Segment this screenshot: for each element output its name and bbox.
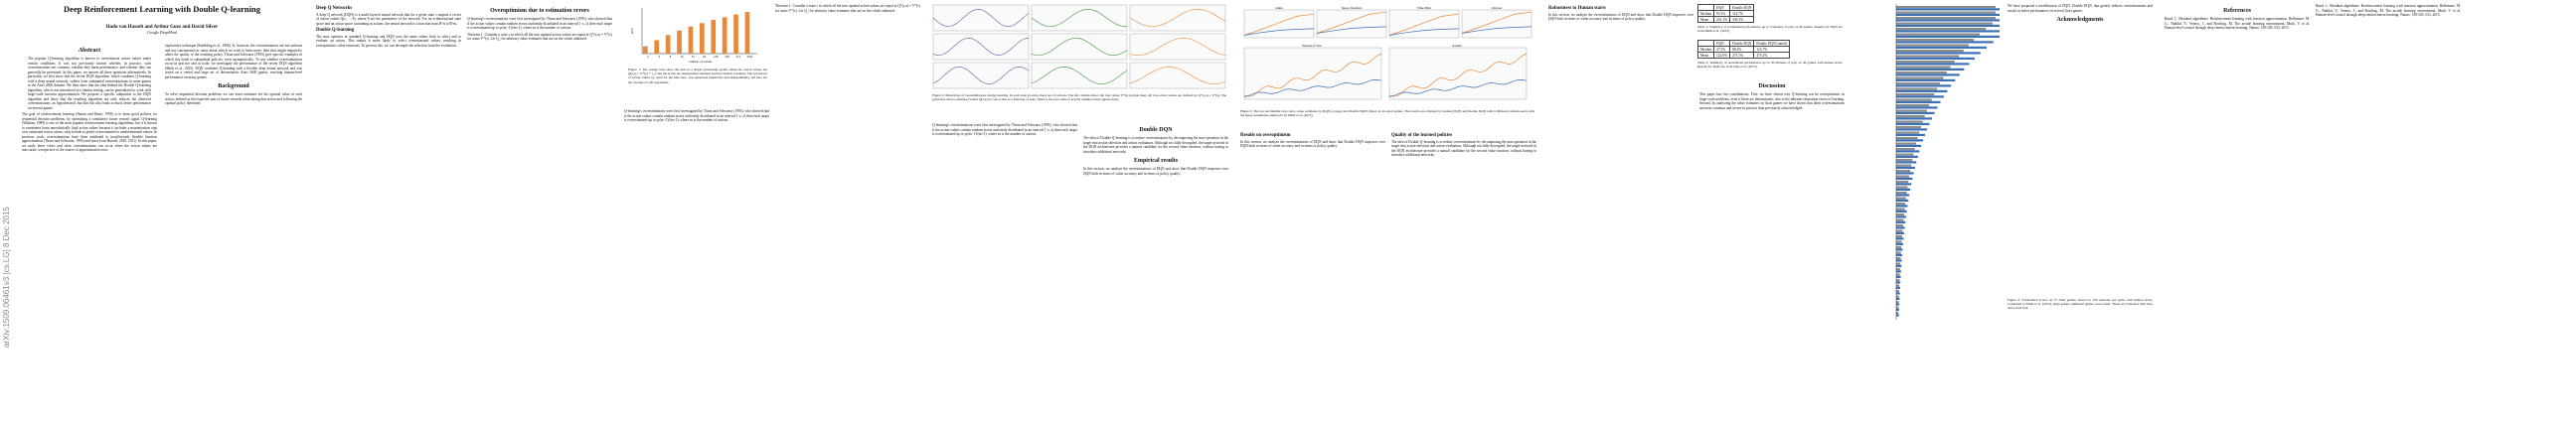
fig4-bar-dqn bbox=[1896, 148, 1915, 150]
fig4-bar-double-dqn bbox=[1896, 248, 1902, 250]
fig4-bar-dqn bbox=[1896, 285, 1899, 287]
table-row bbox=[1698, 17, 1754, 23]
bar-overestimate bbox=[689, 27, 694, 54]
fig3-panel-title: Wizard of Wor bbox=[1301, 44, 1323, 48]
fig4-bar-double-dqn bbox=[1896, 265, 1901, 267]
fig4-bar-dqn bbox=[1896, 17, 1996, 19]
bar-overestimate bbox=[677, 31, 682, 54]
dql-heading: Double Q-learning bbox=[316, 28, 355, 33]
fig4-bar-dqn bbox=[1896, 104, 1929, 106]
fig3-panel-title: Zaxxon bbox=[1491, 6, 1503, 10]
table-1-block bbox=[1697, 4, 1843, 33]
table-cell: 114.7% bbox=[1730, 11, 1754, 17]
fig4-bar-double-dqn bbox=[1896, 243, 1903, 245]
ack-heading: Acknowledgments bbox=[2056, 17, 2104, 23]
page-2-col-right bbox=[467, 4, 612, 44]
fig4-bar-double-dqn bbox=[1896, 41, 1994, 43]
discussion-heading: Discussion bbox=[1758, 83, 1786, 89]
table-cell: 93.5% bbox=[1713, 11, 1729, 17]
quality-heading: Quality of the learned policies bbox=[1391, 133, 1453, 138]
table-header-cell: DQN bbox=[1713, 5, 1729, 11]
arxiv-stamp: arXiv:1509.06461v3 [cs.LG] 8 Dec 2015 bbox=[2, 207, 11, 348]
fig2-panel bbox=[1032, 5, 1127, 31]
fig4-bar-dqn bbox=[1896, 296, 1899, 298]
bar-overestimate bbox=[666, 35, 671, 54]
table-2-block bbox=[1697, 40, 1843, 69]
page-3 bbox=[624, 0, 922, 429]
discussion-text: This paper has five contributions. First, we have shown why Q-learning can be overoptimistic in large-scale problems, even if these are deterministic, due to the inherent estimation errors of learning. Second, by analyzing the value estimates on Atari games we have shown that these overestimations are more common and severe in practice than previously acknowledged. bbox=[1699, 92, 1845, 110]
table-cell: 475.2% bbox=[1754, 53, 1790, 59]
fig2-panel bbox=[1130, 63, 1225, 88]
fig4-bar-dqn bbox=[1896, 252, 1901, 254]
table-cell: 122.0% bbox=[1713, 53, 1729, 59]
table-cell: 88.4% bbox=[1730, 47, 1754, 53]
fig2-panel bbox=[933, 5, 1029, 31]
page-1-col-right bbox=[165, 44, 302, 108]
x-axis-label: number of actions bbox=[689, 60, 713, 64]
fig4-bar-dqn bbox=[1896, 263, 1900, 265]
table-cell: 241.1% bbox=[1713, 17, 1729, 23]
fig4-bar-dqn bbox=[1896, 274, 1900, 276]
page-1 bbox=[18, 0, 306, 429]
figure-1-caption: Figure 1: The orange bars show the bias in a single Q-learning update when the action values are Q(s,a) = V*(s) + ε_a and the errors are independent standard normal random variables. The second set of action values Q', used for the blue bars, was generated identically and independently. All bars are the average of 100 repetitions. bbox=[628, 68, 767, 84]
bar-overestimate bbox=[654, 40, 659, 54]
fig4-bar-dqn bbox=[1896, 230, 1902, 232]
figure-4 bbox=[1856, 2, 2002, 330]
dqn-text: A deep Q network (DQN) is a multi-layered neural network that for a given state s outputs a vector of action values Q(s, · ; θ), where θ are the parameters of the network. For an n-dimensional state space and an action space containing m actions, the neural network is a function from R^n to R^m. bbox=[316, 12, 461, 26]
bar-overestimate bbox=[745, 12, 750, 54]
fig4-bar-dqn bbox=[1896, 61, 1955, 63]
fig4-bar-dqn bbox=[1896, 77, 1943, 79]
page-3-col-left bbox=[624, 109, 769, 125]
intro-text: The goal of reinforcement learning (Sutton and Barto, 1998) is to learn good policies for sequential decision problems, by optimizing a cumulative future reward signal. Q-learning (Watkins, 1989) is one of the most popular reinforcement learning algorithms, but it is known to sometimes learn unrealistically high action values because it includes a maximization step over estimated action values, which tends to prefer overestimated to underestimated values. In previous work, overestimations have been attributed to insufficiently flexible function approximation (Thrun and Schwartz, 1993) and noise (van Hasselt, 2010, 2011). In this paper, we unify these views and show overestimations can occur when the action values are inaccurate, irrespective of the source of approximation error. bbox=[22, 112, 157, 152]
abstract-text: The popular Q-learning algorithm is known to overestimate action values under certain conditions. It was not previously known whether, in practice, such overestimations are common, whether they harm performance, and whether they can generally be prevented. In this paper, we answer all these questions affirmatively. In particular, we first show that the recent DQN algorithm, which combines Q-learning with a deep neural network, suffers from substantial overestimations in some games in the Atari 2600 domain. We then show that the idea behind the Double Q-learning algorithm, which was introduced in a tabular setting, can be generalized to work with large-scale function approximation. We propose a specific adaptation to the DQN algorithm and show that the resulting algorithm not only reduces the observed overestimations, as hypothesized, but that this also leads to much better performance on several games. bbox=[28, 57, 151, 110]
fig4-bar-double-dqn bbox=[1896, 194, 1909, 196]
fig4-bar-double-dqn bbox=[1896, 178, 1912, 180]
fig4-bar-dqn bbox=[1896, 307, 1898, 309]
fig4-bar-double-dqn bbox=[1896, 215, 1906, 217]
background-heading: Background bbox=[218, 83, 249, 89]
page-4-col-left bbox=[932, 123, 1077, 139]
fig4-bar-dqn bbox=[1896, 6, 1996, 8]
fig4-bar-dqn bbox=[1896, 110, 1927, 112]
fig4-bar-double-dqn bbox=[1896, 128, 1927, 130]
fig4-bar-dqn bbox=[1896, 39, 1974, 41]
fig4-bar-double-dqn bbox=[1896, 309, 1899, 311]
fig4-bar-dqn bbox=[1896, 224, 1903, 226]
fig4-bar-double-dqn bbox=[1896, 145, 1921, 147]
fig4-bar-double-dqn bbox=[1896, 101, 1941, 103]
table-header-cell: Double DQN bbox=[1730, 5, 1754, 11]
fig4-bar-double-dqn bbox=[1896, 298, 1899, 300]
fig4-bar-double-dqn bbox=[1896, 58, 1975, 60]
background-text: To solve sequential decision problems we can learn estimates for the optimal value of each action, defined as the expected sum of future rewards when taking that action and following the optimal policy thereafter. bbox=[165, 92, 302, 105]
page-4 bbox=[932, 0, 1230, 429]
fig4-bar-double-dqn bbox=[1896, 270, 1901, 272]
fig4-bar-double-dqn bbox=[1896, 8, 2000, 10]
table-1 bbox=[1697, 4, 1754, 23]
fig4-bar-double-dqn bbox=[1896, 106, 1937, 108]
fig4-bar-double-dqn bbox=[1896, 14, 2000, 16]
fig4-bar-dqn bbox=[1896, 209, 1905, 211]
table-cell: 116.7% bbox=[1754, 47, 1790, 53]
fig3-panel bbox=[1244, 48, 1381, 99]
figure-1-chart bbox=[630, 4, 759, 64]
figure-3-chart bbox=[1240, 4, 1534, 107]
x-tick-label: 512 bbox=[735, 55, 741, 59]
fig4-bar-double-dqn bbox=[1896, 79, 1955, 81]
table-2-caption: Table 2: Summary of normalized performance up to 30 minutes of play on 49 games with human starts. Results for DQN are from Nair et al. (2015). bbox=[1697, 61, 1843, 70]
bar-overestimate bbox=[643, 47, 648, 54]
fig4-bar-double-dqn bbox=[1896, 232, 1904, 234]
fig4-bar-double-dqn bbox=[1896, 25, 2000, 27]
fig4-bar-dqn bbox=[1896, 198, 1906, 200]
bar-overestimate bbox=[711, 20, 716, 54]
fig4-bar-double-dqn bbox=[1896, 90, 1947, 92]
fig3-panel-title: Asterix bbox=[1452, 44, 1462, 48]
fig3-panel bbox=[1389, 48, 1527, 99]
fig4-bar-dqn bbox=[1896, 34, 1980, 36]
fig4-bar-double-dqn bbox=[1896, 134, 1925, 136]
fig4-bar-dqn bbox=[1896, 50, 1964, 52]
page-6 bbox=[1548, 0, 1847, 429]
fig4-bar-double-dqn bbox=[1896, 47, 1987, 49]
over-text: Q-learning's overestimations were first investigated by Thrun and Schwartz (1993), who showed that if the action values contain random errors uniformly distributed in an interval [−ε, ε] then each target is overestimated up to γε(m−1)/(m+1), where m is the number of actions. bbox=[467, 17, 612, 30]
fig3-panel bbox=[1317, 10, 1386, 38]
fig4-bar-dqn bbox=[1896, 241, 1902, 243]
fig4-bar-dqn bbox=[1896, 115, 1925, 117]
page-6-col-right bbox=[1699, 79, 1845, 112]
x-tick-label: 2 bbox=[646, 55, 649, 59]
fig4-bar-double-dqn bbox=[1896, 172, 1914, 174]
page-3-col-right bbox=[775, 4, 920, 15]
fig4-bar-dqn bbox=[1896, 170, 1910, 172]
affiliation: Google DeepMind bbox=[147, 30, 177, 35]
fig4-bar-dqn bbox=[1896, 56, 1959, 58]
double-dqn-text: The idea of Double Q-learning is to reduce overestimations by decomposing the max operation in the target into action selection and action evaluation. Although not fully decoupled, the target network in the DQN architecture provides a natural candidate for the second value function, without having to introduce additional networks. bbox=[1083, 136, 1228, 154]
results-heading: Results on overoptimism bbox=[1240, 133, 1291, 138]
fig4-bar-dqn bbox=[1896, 219, 1903, 221]
fig4-bar-dqn bbox=[1896, 176, 1909, 178]
table-cell: Mean bbox=[1698, 53, 1714, 59]
fig4-bar-dqn bbox=[1896, 246, 1901, 248]
fig4-bar-dqn bbox=[1896, 257, 1900, 259]
fig4-bar-double-dqn bbox=[1896, 254, 1902, 256]
fig4-bar-dqn bbox=[1896, 93, 1934, 95]
fig4-bar-dqn bbox=[1896, 165, 1911, 167]
fig4-bar-dqn bbox=[1896, 235, 1902, 237]
table-1-caption: Table 1: Summary of normalized performance up to 5 minutes of play on 49 games. Results for DQN are from Mnih et al. (2015) bbox=[1697, 25, 1843, 34]
fig3-panel-title: Time Pilot bbox=[1416, 6, 1432, 10]
refs-heading: References bbox=[2223, 8, 2251, 14]
fig4-bar-double-dqn bbox=[1896, 287, 1900, 289]
fig4-bar-double-dqn bbox=[1896, 117, 1932, 119]
robust-heading: Robustness to Human starts bbox=[1548, 6, 1606, 11]
fig4-bar-dqn bbox=[1896, 23, 1993, 25]
fig4-bar-double-dqn bbox=[1896, 63, 1969, 65]
x-tick-label: 32 bbox=[691, 55, 695, 59]
fig3-panel-title: Alien bbox=[1275, 6, 1283, 10]
page-2-col-left bbox=[316, 4, 461, 50]
page-7-col-right bbox=[2008, 4, 2153, 26]
fig4-bar-dqn bbox=[1896, 181, 1908, 183]
over-text-continued: Theorem 1. Consider a state s in which all the true optimal action values are equal at Q*(s,a) = V*(s) for some V*(s). Let Q_t be arbitrary value estimates that are on the whole unbiased. bbox=[775, 4, 920, 13]
table-header-cell: DQN bbox=[1713, 41, 1729, 47]
fig4-bar-dqn bbox=[1896, 279, 1899, 281]
y-axis-label: error bbox=[630, 27, 634, 35]
fig2-panel bbox=[933, 63, 1029, 88]
table-header-cell: Double DQN (tuned) bbox=[1754, 41, 1790, 47]
table-cell: 273.1% bbox=[1730, 53, 1754, 59]
empirical-heading: Empirical results bbox=[1133, 158, 1179, 164]
fig4-bar-double-dqn bbox=[1896, 292, 1900, 294]
page-6-text: In this section, we analyze the overestimations of DQN and show that Double DQN improves over DQN both in terms of value accuracy and in terms of policy quality. bbox=[1548, 12, 1693, 21]
fig2-panel bbox=[1032, 63, 1127, 88]
fig3-panel-title: Space Invaders bbox=[1341, 6, 1363, 10]
page-5 bbox=[1240, 0, 1538, 429]
table-cell: Mean bbox=[1698, 17, 1714, 23]
theorem-continued: Q-learning's overestimations were first investigated by Thrun and Schwartz (1993), who showed that if the action values contain random errors uniformly distributed in an interval [−ε, ε] then each target is overestimated up to γε(m−1)/(m+1), where m is the number of actions. bbox=[624, 109, 769, 122]
fig4-bar-double-dqn bbox=[1896, 123, 1929, 125]
fig4-bar-double-dqn bbox=[1896, 19, 2000, 21]
fig4-bar-double-dqn bbox=[1896, 95, 1944, 97]
figure-3 bbox=[1240, 4, 1534, 107]
dql-text: The max operator in standard Q-learning and DQN uses the same values both to select and to evaluate an action. This makes it more likely to select overestimated values, resulting in overoptimistic value estimates. To prevent this, we can decouple the selection from the evaluation. bbox=[316, 34, 461, 48]
paper-title: Deep Reinforcement Learning with Double Q-learning bbox=[64, 4, 260, 14]
fig4-bar-dqn bbox=[1896, 12, 1996, 14]
fig2-panel bbox=[1032, 34, 1127, 60]
theorem-text: Theorem 1. Consider a state s in which all the true optimal action values are equal at Q*(s,a) = V*(s) for some V*(s). Let Q_t be arbitrary value estimates that are on the whole unbiased. bbox=[467, 32, 612, 41]
page-5-col-right bbox=[1391, 131, 1536, 160]
figure-2-caption: Figure 2: Illustration of overestimations during learning. In each state (x-axis), there are 10 actions. The left column shows the true values V*(s) (purple line). All true action values are defined by Q*(s,a) = V*(s). The green line shows estimated values Q(s,a) for one action as a function of state, fitted to the true value at several sampled states (green dots). bbox=[932, 93, 1226, 102]
x-tick-label: 8 bbox=[669, 55, 672, 59]
refs-text: Baird, L. Residual algorithms: Reinforcement learning with function approximation. Bellemare, M. G.; Naddaf, Y.; Veness, J.; and Bowling, M. The arcade learning environment. Mnih, V. et al. Human-level control through deep reinforcement learning. Nature, 518:529–533, 2015. bbox=[2165, 17, 2310, 30]
fig4-bar-double-dqn bbox=[1896, 211, 1907, 213]
fig4-bar-double-dqn bbox=[1896, 139, 1923, 141]
table-cell: 330.3% bbox=[1730, 17, 1754, 23]
figure-3-caption: Figure 3: The top and middle rows show value estimates by DQN (orange) and Double DQN (blue) on six Atari games. The results are obtained by running DQN and Double DQN with 6 different random seeds with the hyper-parameters employed by Mnih et al. (2015). bbox=[1240, 109, 1534, 118]
fig4-bar-dqn bbox=[1896, 137, 1918, 139]
x-tick-label: 256 bbox=[724, 55, 729, 59]
fig4-bar-dqn bbox=[1896, 159, 1912, 161]
table-row bbox=[1698, 53, 1790, 59]
page-7 bbox=[1856, 0, 2155, 429]
x-tick-label: 4 bbox=[658, 55, 660, 59]
fig4-bar-double-dqn bbox=[1896, 36, 2000, 38]
fig4-bar-double-dqn bbox=[1896, 69, 1964, 71]
page-5-text-right: The idea of Double Q-learning is to reduce overestimations by decomposing the max operation in the target into action selection and action evaluation. Although not fully decoupled, the target network in the DQN architecture provides a natural candidate for the second value function, without having to introduce additional networks. bbox=[1391, 139, 1536, 157]
fig4-bar-double-dqn bbox=[1896, 30, 2000, 32]
fig4-bar-double-dqn bbox=[1896, 221, 1905, 223]
bar-overestimate bbox=[723, 17, 727, 54]
fig4-bar-double-dqn bbox=[1896, 205, 1907, 207]
fig3-panel bbox=[1462, 10, 1531, 38]
page-6-col-left bbox=[1548, 4, 1693, 24]
fig4-bar-double-dqn bbox=[1896, 161, 1916, 163]
fig4-bar-double-dqn bbox=[1896, 73, 1960, 75]
fig4-bar-dqn bbox=[1896, 192, 1907, 194]
fig4-bar-dqn bbox=[1896, 290, 1899, 292]
table-cell: Median bbox=[1698, 47, 1714, 53]
fig4-bar-double-dqn bbox=[1896, 189, 1910, 191]
fig2-panel bbox=[1130, 5, 1225, 31]
fig4-bar-double-dqn bbox=[1896, 200, 1908, 202]
table-cell: 47.5% bbox=[1713, 47, 1729, 53]
x-tick-label: 16 bbox=[680, 55, 684, 59]
table-header-cell: Double DQN bbox=[1730, 41, 1754, 47]
fig4-bar-double-dqn bbox=[1896, 167, 1915, 169]
fig2-panel bbox=[933, 34, 1029, 60]
x-tick-label: 1024 bbox=[746, 55, 753, 59]
fig4-bar-double-dqn bbox=[1896, 259, 1902, 261]
fig4-bar-double-dqn bbox=[1896, 303, 1899, 305]
page-8-col-right bbox=[2316, 4, 2461, 20]
table-2 bbox=[1697, 40, 1790, 59]
figure-2 bbox=[932, 4, 1226, 91]
fig4-bar-dqn bbox=[1896, 99, 1932, 101]
figure-4-chart bbox=[1856, 2, 2002, 330]
fig4-bar-dqn bbox=[1896, 154, 1913, 156]
bar-overestimate bbox=[733, 15, 738, 54]
fig4-bar-dqn bbox=[1896, 187, 1907, 189]
page-1-col-left bbox=[22, 44, 157, 155]
fig4-bar-double-dqn bbox=[1896, 276, 1901, 278]
fig4-bar-dqn bbox=[1896, 28, 1986, 30]
fig4-bar-dqn bbox=[1896, 268, 1900, 270]
empirical-text: In this section, we analyze the overestimations of DQN and show that Double DQN improves over DQN both in terms of value accuracy and in terms of policy quality. bbox=[1083, 167, 1228, 176]
fig4-bar-double-dqn bbox=[1896, 281, 1900, 283]
figure-4-caption: Figure 4: Normalized scores on 57 Atari games, tested for 100 episodes per game with human starts. Compared to Mnih et al. (2015), eight games additional games were tested. These are indicated with stars and a bold font. bbox=[2008, 298, 2153, 311]
bar-overestimate bbox=[700, 23, 705, 54]
fig4-bar-dqn bbox=[1896, 312, 1898, 314]
page-5-text: In this section, we analyze the overestimations of DQN and show that Double DQN improves over DQN both in terms of value accuracy and in terms of policy quality. bbox=[1240, 139, 1385, 148]
bar-double bbox=[671, 53, 676, 54]
fig4-bar-dqn bbox=[1896, 203, 1905, 205]
authors: Hado van Hasselt and Arthur Guez and David Silver bbox=[105, 25, 219, 30]
fig4-bar-dqn bbox=[1896, 67, 1951, 69]
fig4-bar-dqn bbox=[1896, 88, 1937, 90]
fig4-bar-double-dqn bbox=[1896, 150, 1919, 152]
fig2-panel bbox=[1130, 34, 1225, 60]
fig4-bar-double-dqn bbox=[1896, 237, 1903, 239]
page-8-col-left bbox=[2165, 4, 2310, 33]
table-cell: Median bbox=[1698, 11, 1714, 17]
fig4-bar-dqn bbox=[1896, 301, 1899, 303]
fig4-bar-dqn bbox=[1896, 45, 1969, 47]
fig4-bar-dqn bbox=[1896, 143, 1916, 145]
fig4-bar-double-dqn bbox=[1896, 52, 1981, 54]
refs-text-2: Baird, L. Residual algorithms: Reinforcement learning with function approximation. Bellemare, M. G.; Naddaf, Y.; Veness, J.; and Bowling, M. The arcade learning environment. Mnih, V. et al. Human-level control through deep reinforcement learning. Nature, 518:529–533, 2015. bbox=[2316, 4, 2461, 17]
x-tick-label: 64 bbox=[703, 55, 707, 59]
fig4-bar-dqn bbox=[1896, 214, 1904, 215]
page-2 bbox=[316, 0, 614, 429]
fig4-bar-dqn bbox=[1896, 132, 1919, 134]
page-4-col-right bbox=[1083, 123, 1228, 178]
figure-2-chart bbox=[932, 4, 1226, 91]
page-5-col-left bbox=[1240, 131, 1385, 151]
fig4-bar-double-dqn bbox=[1896, 183, 1911, 185]
fig4-bar-double-dqn bbox=[1896, 314, 1899, 316]
fig4-bar-dqn bbox=[1896, 72, 1947, 73]
x-tick-label: 128 bbox=[713, 55, 719, 59]
fig4-bar-dqn bbox=[1896, 82, 1940, 84]
fig4-bar-double-dqn bbox=[1896, 112, 1935, 114]
double-dqn-heading: Double DQN bbox=[1139, 127, 1173, 133]
abstract-heading: Abstract bbox=[78, 48, 101, 54]
page-8 bbox=[2165, 0, 2463, 429]
intro-text-2: explorative technique (Kaelbling et al., 1996). If, however, the overestimations are not uniform and not concentrated at states about which we wish to learn more, then they might negatively affect the quality of the resulting policy. Thrun and Schwartz (1993) give specific examples in which this leads to suboptimal policies, even asymptotically. To test whether overestimations occur in practice and at scale, we investigate the performance of the recent DQN algorithm (Mnih et al., 2015). DQN combines Q-learning with a flexible deep neural network and was tested on a varied and large set of deterministic Atari 2600 games, reaching human-level performance on many games. bbox=[165, 44, 302, 79]
page-4-text: Q-learning's overestimations were first investigated by Thrun and Schwartz (1993), who showed that if the action values contain random errors uniformly distributed in an interval [−ε, ε] then each target is overestimated up to γε(m−1)/(m+1), where m is the number of actions. bbox=[932, 123, 1077, 136]
fig4-bar-dqn bbox=[1896, 126, 1921, 128]
fig4-bar-dqn bbox=[1896, 121, 1923, 123]
fig4-bar-double-dqn bbox=[1896, 156, 1918, 158]
fig4-bar-double-dqn bbox=[1896, 226, 1905, 228]
dqn-heading: Deep Q Networks bbox=[316, 6, 353, 11]
fig4-bar-double-dqn bbox=[1896, 84, 1951, 86]
conclusion-text: We have proposed a modification of DQN, Double DQN, that greatly reduces overestimations and results in better performance on several Atari games. bbox=[2008, 4, 2153, 13]
over-heading: Overoptimism due to estimation errors bbox=[490, 8, 589, 14]
